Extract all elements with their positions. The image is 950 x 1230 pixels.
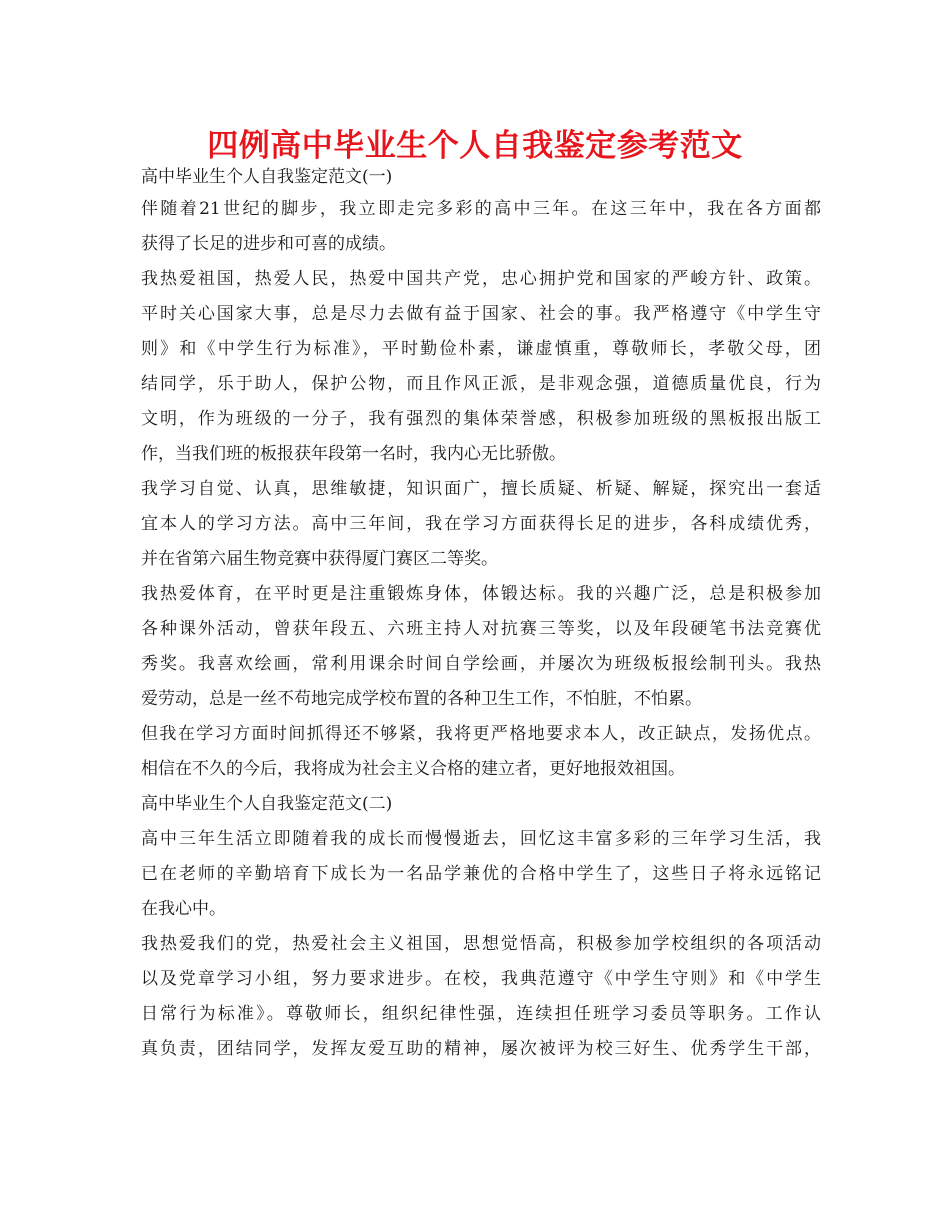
text-line: 以及党章学习小组，努力要求进步。在校，我典范遵守《中学生守则》和《中学生	[141, 969, 821, 989]
text-line: 秀奖。我喜欢绘画，常利用课余时间自学绘画，并屡次为班级板报绘制刊头。我热	[141, 654, 821, 674]
text-line: 相信在不久的今后，我将成为社会主义合格的建立者，更好地报效祖国。	[141, 759, 685, 779]
text-line: 真负责，团结同学，发挥友爱互助的精神，屡次被评为校三好生、优秀学生干部，	[141, 1039, 821, 1059]
text-line: 则》和《中学生行为标准》，平时勤俭朴素，谦虚慎重，尊敬师长，孝敬父母，团	[141, 339, 821, 359]
document-title: 四例高中毕业生个人自我鉴定参考范文	[207, 128, 743, 164]
text-line: 文明，作为班级的一分子，我有强烈的集体荣誉感，积极参加班级的黑板报出版工	[141, 409, 821, 429]
text-line: 伴随着21世纪的脚步，我立即走完多彩的高中三年。在这三年中，我在各方面都	[141, 199, 821, 219]
text-line: 日常行为标准》。尊敬师长，组织纪律性强，连续担任班学习委员等职务。工作认	[141, 1004, 821, 1024]
text-line: 但我在学习方面时间抓得还不够紧，我将更严格地要求本人，改正缺点，发扬优点。	[141, 724, 821, 744]
text-line: 我热爱体育，在平时更是注重锻炼身体，体锻达标。我的兴趣广泛，总是积极参加	[141, 584, 821, 604]
text-line: 我热爱我们的党，热爱社会主义祖国，思想觉悟高，积极参加学校组织的各项活动	[141, 934, 821, 954]
document-body	[141, 162, 821, 1067]
section-heading: 高中毕业生个人自我鉴定范文(二)	[141, 794, 393, 814]
text-line: 爱劳动，总是一丝不苟地完成学校布置的各种卫生工作，不怕脏，不怕累。	[141, 689, 702, 709]
text-line: 各种课外活动，曾获年段五、六班主持人对抗赛三等奖，以及年段硬笔书法竞赛优	[141, 619, 821, 639]
section-heading: 高中毕业生个人自我鉴定范文(一)	[141, 167, 393, 187]
text-line: 并在省第六届生物竞赛中获得厦门赛区二等奖。	[141, 549, 498, 569]
text-line: 已在老师的辛勤培育下成长为一名品学兼优的合格中学生了，这些日子将永远铭记	[141, 864, 821, 884]
text-line: 在我心中。	[141, 899, 226, 919]
text-line: 我热爱祖国，热爱人民，热爱中国共产党，忠心拥护党和国家的严峻方针、政策。	[141, 269, 821, 289]
text-line: 我学习自觉、认真，思维敏捷，知识面广，擅长质疑、析疑、解疑，探究出一套适	[141, 479, 821, 499]
text-line: 获得了长足的进步和可喜的成绩。	[141, 234, 396, 254]
text-line: 宜本人的学习方法。高中三年间，我在学习方面获得长足的进步，各科成绩优秀，	[141, 514, 821, 534]
text-line: 高中三年生活立即随着我的成长而慢慢逝去，回忆这丰富多彩的三年学习生活，我	[141, 829, 821, 849]
text-line: 平时关心国家大事，总是尽力去做有益于国家、社会的事。我严格遵守《中学生守	[141, 304, 821, 324]
text-line: 作，当我们班的板报获年段第一名时，我内心无比骄傲。	[141, 444, 566, 464]
text-line: 结同学，乐于助人，保护公物，而且作风正派，是非观念强，道德质量优良，行为	[141, 374, 821, 394]
